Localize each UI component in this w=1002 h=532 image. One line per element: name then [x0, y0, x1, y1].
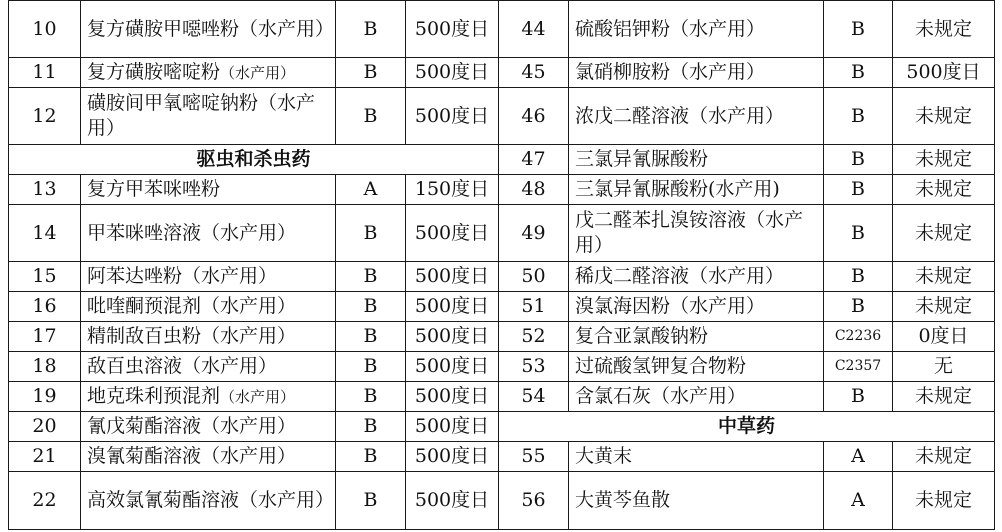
- drug-name: 含氯石灰（水产用）: [569, 382, 824, 412]
- drug-name: 复合亚氯酸钠粉: [569, 322, 824, 352]
- table-row: [9, 322, 995, 352]
- drug-name: 溴氯海因粉（水产用）: [569, 292, 824, 322]
- row-number: 45: [499, 58, 569, 88]
- drug-class: B: [336, 88, 406, 145]
- row-number: 48: [499, 175, 569, 205]
- withdrawal-period: 500度日: [406, 58, 499, 88]
- row-number: 44: [499, 1, 569, 58]
- drug-name: 吡喹酮预混剂（水产用）: [81, 292, 336, 322]
- table-row: [9, 382, 995, 412]
- table-row: [9, 412, 995, 442]
- row-number: 11: [9, 58, 81, 88]
- withdrawal-period: 未规定: [893, 88, 995, 145]
- drug-name: 大黄末: [569, 442, 824, 472]
- table-row: [9, 58, 995, 88]
- drug-class: B: [336, 442, 406, 472]
- drug-table-sheet: [8, 0, 994, 532]
- row-number: 55: [499, 442, 569, 472]
- row-number: 49: [499, 205, 569, 262]
- withdrawal-period: 500度日: [406, 322, 499, 352]
- drug-class: B: [824, 145, 893, 175]
- row-number: 18: [9, 352, 81, 382]
- row-number: 52: [499, 322, 569, 352]
- table-row: [9, 262, 995, 292]
- withdrawal-period: 未规定: [893, 175, 995, 205]
- withdrawal-period: 无: [893, 352, 995, 382]
- withdrawal-period: 未规定: [893, 292, 995, 322]
- drug-class: B: [824, 382, 893, 412]
- drug-name: 复方磺胺甲噁唑粉（水产用）: [81, 1, 336, 58]
- drug-name: 氰戊菊酯溶液（水产用）: [81, 412, 336, 442]
- withdrawal-period: 500度日: [406, 472, 499, 530]
- drug-name: 甲苯咪唑溶液（水产用）: [81, 205, 336, 262]
- row-number: 51: [499, 292, 569, 322]
- row-number: 10: [9, 1, 81, 58]
- withdrawal-period: 500度日: [893, 58, 995, 88]
- drug-name: 戊二醛苯扎溴铵溶液（水产用）: [569, 205, 824, 262]
- drug-class: B: [336, 412, 406, 442]
- withdrawal-period: 500度日: [406, 262, 499, 292]
- drug-class: B: [824, 205, 893, 262]
- row-number: 50: [499, 262, 569, 292]
- drug-name-suffix: （水产用）: [220, 387, 296, 406]
- drug-name: 阿苯达唑粉（水产用）: [81, 262, 336, 292]
- drug-name: 氯硝柳胺粉（水产用）: [569, 58, 824, 88]
- table-row: [9, 175, 995, 205]
- drug-name: 磺胺间甲氧嘧啶钠粉（水产用）: [81, 88, 336, 145]
- drug-class: A: [824, 442, 893, 472]
- withdrawal-period: 未规定: [893, 1, 995, 58]
- table-row: [9, 292, 995, 322]
- withdrawal-period: 500度日: [406, 292, 499, 322]
- drug-class: B: [336, 58, 406, 88]
- drug-name: 浓戊二醛溶液（水产用）: [569, 88, 824, 145]
- withdrawal-period: 未规定: [893, 262, 995, 292]
- table-row: [9, 352, 995, 382]
- drug-class: B: [824, 175, 893, 205]
- withdrawal-period: 500度日: [406, 382, 499, 412]
- row-number: 56: [499, 472, 569, 530]
- drug-name: 精制敌百虫粉（水产用）: [81, 322, 336, 352]
- drug-class: C2236: [824, 322, 893, 352]
- row-number: 20: [9, 412, 81, 442]
- row-number: 14: [9, 205, 81, 262]
- table-row: [9, 88, 995, 145]
- withdrawal-period: 500度日: [406, 205, 499, 262]
- withdrawal-period: 500度日: [406, 1, 499, 58]
- table-row: [9, 1, 995, 58]
- withdrawal-period: 500度日: [406, 88, 499, 145]
- row-number: 47: [499, 145, 569, 175]
- withdrawal-period: 未规定: [893, 205, 995, 262]
- table-row: [9, 472, 995, 530]
- row-number: 46: [499, 88, 569, 145]
- table-row: [9, 442, 995, 472]
- drug-name: 稀戊二醛溶液（水产用）: [569, 262, 824, 292]
- drug-class: B: [336, 472, 406, 530]
- drug-class: B: [824, 292, 893, 322]
- drug-class: B: [824, 88, 893, 145]
- drug-name-cell: [81, 58, 336, 88]
- section-header: 中草药: [499, 412, 995, 442]
- row-number: 21: [9, 442, 81, 472]
- drug-class: B: [336, 1, 406, 58]
- row-number: 13: [9, 175, 81, 205]
- withdrawal-period: 500度日: [406, 442, 499, 472]
- row-number: 15: [9, 262, 81, 292]
- drug-name: 复方甲苯咪唑粉: [81, 175, 336, 205]
- withdrawal-period: 未规定: [893, 442, 995, 472]
- drug-class: B: [336, 352, 406, 382]
- table-row: [9, 145, 995, 175]
- drug-name: 硫酸铝钾粉（水产用）: [569, 1, 824, 58]
- row-number: 54: [499, 382, 569, 412]
- drug-class: B: [824, 58, 893, 88]
- drug-name: 三氯异氰脲酸粉: [569, 145, 824, 175]
- drug-class: B: [336, 205, 406, 262]
- drug-table: [8, 0, 995, 530]
- withdrawal-period: 未规定: [893, 472, 995, 530]
- drug-name: 三氯异氰脲酸粉(水产用): [569, 175, 824, 205]
- withdrawal-period: 500度日: [406, 352, 499, 382]
- drug-class: B: [824, 1, 893, 58]
- drug-name-suffix: （水产用）: [220, 63, 296, 82]
- withdrawal-period: 150度日: [406, 175, 499, 205]
- drug-class: A: [336, 175, 406, 205]
- row-number: 12: [9, 88, 81, 145]
- drug-class: B: [336, 322, 406, 352]
- drug-class: B: [336, 382, 406, 412]
- drug-name: 过硫酸氢钾复合物粉: [569, 352, 824, 382]
- drug-name: 溴氰菊酯溶液（水产用）: [81, 442, 336, 472]
- section-header: 驱虫和杀虫药: [9, 145, 499, 175]
- row-number: 22: [9, 472, 81, 530]
- drug-name: 高效氯氰菊酯溶液（水产用）: [81, 472, 336, 530]
- drug-class: B: [336, 292, 406, 322]
- drug-class: C2357: [824, 352, 893, 382]
- drug-class: A: [824, 472, 893, 530]
- drug-name: 地克珠利预混剂: [87, 384, 221, 407]
- drug-class: B: [824, 262, 893, 292]
- withdrawal-period: 未规定: [893, 382, 995, 412]
- withdrawal-period: 未规定: [893, 145, 995, 175]
- row-number: 19: [9, 382, 81, 412]
- drug-name: 大黄芩鱼散: [569, 472, 824, 530]
- withdrawal-period: 0度日: [893, 322, 995, 352]
- drug-name-cell: [81, 382, 336, 412]
- row-number: 53: [499, 352, 569, 382]
- withdrawal-period: 500度日: [406, 412, 499, 442]
- row-number: 16: [9, 292, 81, 322]
- drug-name: 复方磺胺嘧啶粉: [87, 60, 221, 83]
- drug-class: B: [336, 262, 406, 292]
- drug-name: 敌百虫溶液（水产用）: [81, 352, 336, 382]
- table-row: [9, 205, 995, 262]
- row-number: 17: [9, 322, 81, 352]
